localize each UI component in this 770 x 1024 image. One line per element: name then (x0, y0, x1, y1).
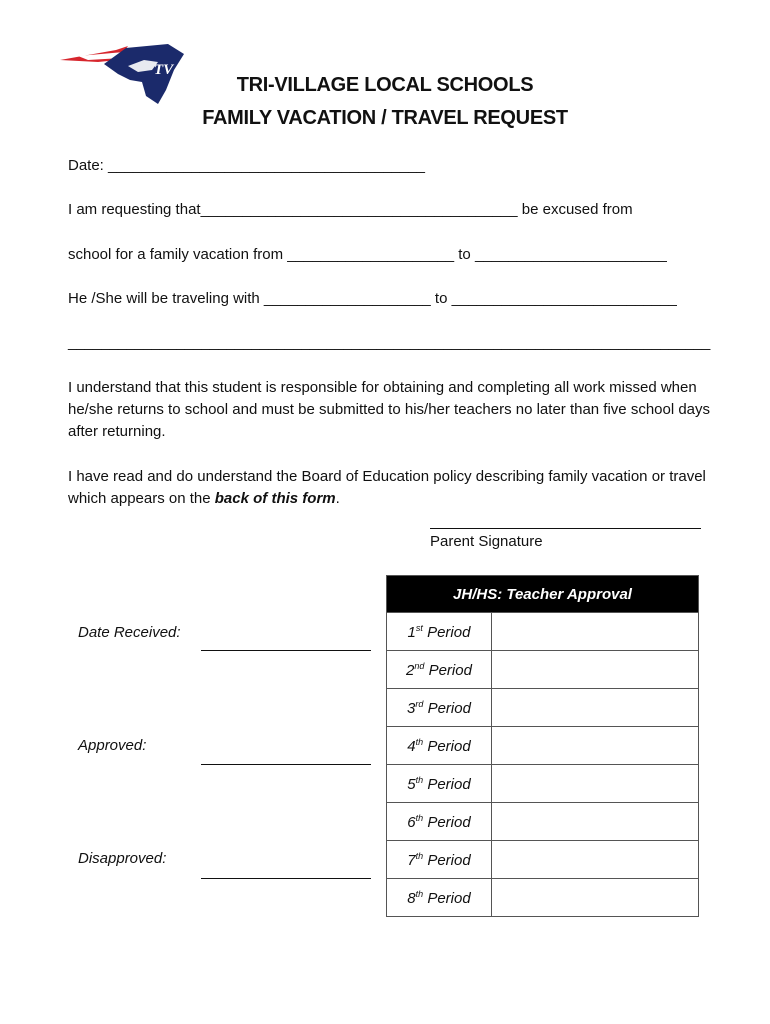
period-ordinal: st (415, 622, 423, 633)
teacher-signature-cell[interactable] (492, 879, 699, 917)
period-number: 8 (407, 889, 416, 907)
parent-signature-line[interactable] (430, 528, 701, 529)
approved-line[interactable] (201, 764, 371, 765)
period-number: 5 (407, 775, 416, 793)
period-ordinal: th (415, 812, 424, 823)
period-row (387, 803, 699, 841)
period-ordinal: th (415, 736, 424, 747)
period-number: 7 (407, 851, 416, 869)
period-word: Period (427, 737, 471, 755)
teacher-signature-cell[interactable] (492, 803, 699, 841)
policy-period: . (335, 490, 340, 507)
period-row (387, 651, 699, 689)
vacation-dates-field[interactable]: school for a family vacation from ____________________ to _______________________ (68, 246, 667, 263)
period-row (387, 765, 699, 803)
date-received-label: Date Received: (78, 624, 181, 641)
period-number: 3 (407, 699, 416, 717)
period-ordinal: th (415, 774, 424, 785)
teacher-approval-table (386, 575, 699, 917)
period-ordinal: th (415, 850, 424, 861)
school-name-heading: TRI-VILLAGE LOCAL SCHOOLS (236, 74, 534, 96)
teacher-signature-cell[interactable] (492, 765, 699, 803)
teacher-signature-cell[interactable] (492, 689, 699, 727)
period-word: Period (427, 699, 471, 717)
period-number: 4 (407, 737, 416, 755)
period-word: Period (427, 851, 471, 869)
teacher-signature-cell[interactable] (492, 841, 699, 879)
approved-label: Approved: (78, 737, 147, 754)
teacher-signature-cell[interactable] (492, 651, 699, 689)
period-label (387, 765, 492, 803)
period-number: 1 (407, 623, 416, 641)
disapproved-line[interactable] (201, 878, 371, 879)
student-name-field[interactable]: I am requesting that______________________________________ be excused from (68, 201, 633, 218)
form-title-heading: FAMILY VACATION / TRAVEL REQUEST (202, 107, 568, 129)
period-label (387, 689, 492, 727)
period-row (387, 689, 699, 727)
period-label (387, 879, 492, 917)
policy-text: I have read and do understand the Board of Education policy describing family vacation or travel which appears on the (68, 468, 706, 507)
period-word: Period (428, 661, 472, 679)
period-ordinal: nd (414, 660, 425, 671)
period-word: Period (427, 813, 471, 831)
period-word: Period (427, 623, 471, 641)
period-label (387, 727, 492, 765)
period-word: Period (427, 775, 471, 793)
logo-text: TV (154, 62, 174, 78)
teacher-approval-header: JH/HS: Teacher Approval (387, 576, 699, 613)
date-field[interactable]: Date: ______________________________________ (68, 157, 426, 174)
period-row (387, 727, 699, 765)
disapproved-label: Disapproved: (78, 850, 167, 867)
responsibility-paragraph: I understand that this student is responsible for obtaining and completing all work missed when he/she returns to school and must be submitted to his/her teachers no later than five school days after returning. (68, 379, 711, 440)
period-label (387, 803, 492, 841)
date-received-line[interactable] (201, 650, 371, 651)
period-row (387, 841, 699, 879)
parent-signature-label: Parent Signature (430, 533, 543, 550)
period-row (387, 613, 699, 651)
extra-blank-line[interactable]: _____________________________________________________________________________ (68, 334, 711, 351)
policy-paragraph (68, 466, 718, 510)
period-label (387, 841, 492, 879)
teacher-signature-cell[interactable] (492, 727, 699, 765)
teacher-signature-cell[interactable] (492, 613, 699, 651)
period-ordinal: rd (415, 698, 424, 709)
period-row (387, 879, 699, 917)
period-number: 6 (407, 813, 416, 831)
period-ordinal: th (415, 888, 424, 899)
period-label (387, 651, 492, 689)
period-number: 2 (406, 661, 415, 679)
traveling-with-field[interactable]: He /She will be traveling with ____________________ to ___________________________ (68, 290, 677, 307)
policy-emphasis: back of this form (214, 490, 336, 507)
period-word: Period (427, 889, 471, 907)
period-label (387, 613, 492, 651)
